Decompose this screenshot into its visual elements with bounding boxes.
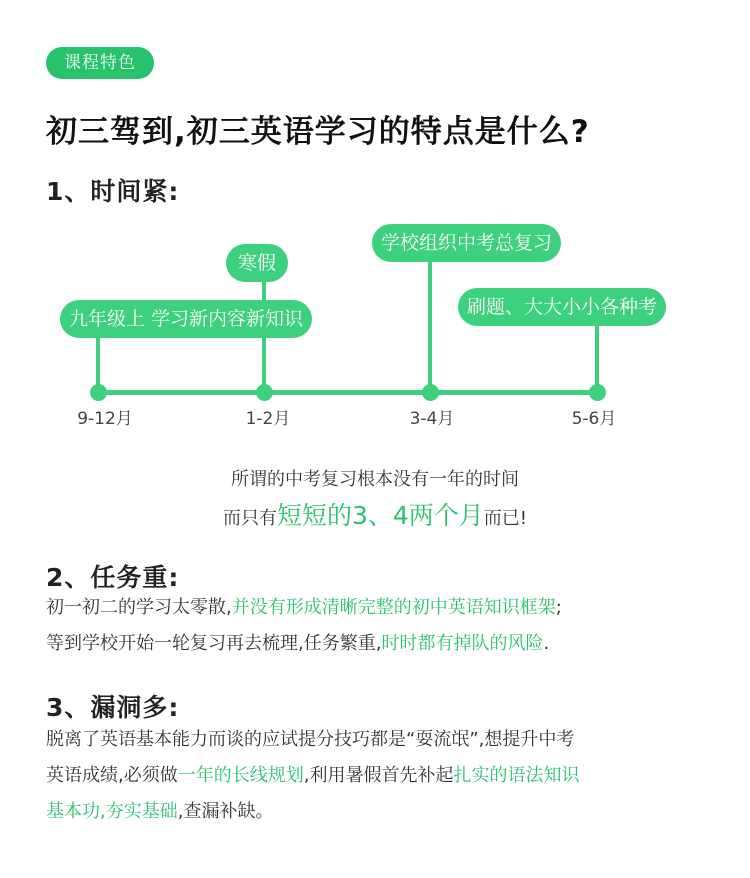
- timeline-stem-4: [595, 315, 599, 390]
- timeline-dot-1: [90, 384, 107, 401]
- timeline-dot-4: [589, 384, 606, 401]
- section3-line1: 脱离了英语基本能力而谈的应试提分技巧都是“耍流氓”,想提升中考: [46, 729, 575, 750]
- timeline-axis: [98, 390, 598, 395]
- s2-line2-post: .: [543, 633, 550, 654]
- section3-line3: [46, 796, 273, 828]
- timeline-stem-3: [428, 250, 432, 390]
- timeline-date-4: 5-6月: [571, 409, 617, 429]
- timeline-event-2: 寒假: [226, 244, 288, 282]
- s3-line2-b: 一年的长线规划: [177, 765, 304, 786]
- time-note-post: 而已!: [483, 508, 528, 529]
- s3-line2-a: 英语成绩,必须做: [46, 765, 178, 786]
- s2-line1-post: ;: [555, 597, 562, 618]
- section2-line1: [46, 592, 562, 624]
- s3-line2-c: ,利用暑假首先补起: [303, 765, 454, 786]
- s3-line3-b: ,查漏补缺。: [177, 801, 274, 822]
- timeline-event-1: 九年级上 学习新内容新知识: [60, 300, 312, 338]
- s2-line2-highlight: 时时都有掉队的风险: [381, 633, 544, 654]
- timeline-event-4: 刷题、大大小小各种考: [458, 288, 666, 326]
- s3-line2-d: 扎实的语法知识: [453, 765, 580, 786]
- section2-heading: 2、任务重:: [46, 563, 180, 592]
- timeline-dot-2: [256, 384, 273, 401]
- course-feature-tag: 课程特色: [46, 47, 154, 79]
- time-note-line2: [0, 496, 750, 532]
- s2-line1-highlight: 并没有形成清晰完整的初中英语知识框架: [231, 597, 556, 618]
- time-note-line1: 所谓的中考复习根本没有一年的时间: [231, 469, 519, 490]
- time-note-pre: 而只有: [222, 508, 277, 529]
- s2-line2-pre: 等到学校开始一轮复习再去梳理,任务繁重,: [46, 633, 382, 654]
- timeline-date-2: 1-2月: [245, 409, 291, 429]
- timeline-date-3: 3-4月: [409, 409, 455, 429]
- timeline-dot-3: [422, 384, 439, 401]
- s3-line3-a: 基本功,夯实基础: [46, 801, 178, 822]
- section3-line2: [46, 760, 579, 792]
- timeline-date-1: 9-12月: [77, 409, 133, 429]
- section3-heading: 3、漏洞多:: [46, 693, 180, 722]
- page-title: 初三驾到,初三英语学习的特点是什么?: [46, 114, 590, 150]
- section1-heading: 1、时间紧:: [46, 177, 180, 206]
- timeline-event-3: 学校组织中考总复习: [372, 224, 561, 262]
- s2-line1-pre: 初一初二的学习太零散,: [46, 597, 232, 618]
- section2-line2: [46, 628, 549, 660]
- time-note-highlight: 短短的3、4两个月: [276, 501, 484, 530]
